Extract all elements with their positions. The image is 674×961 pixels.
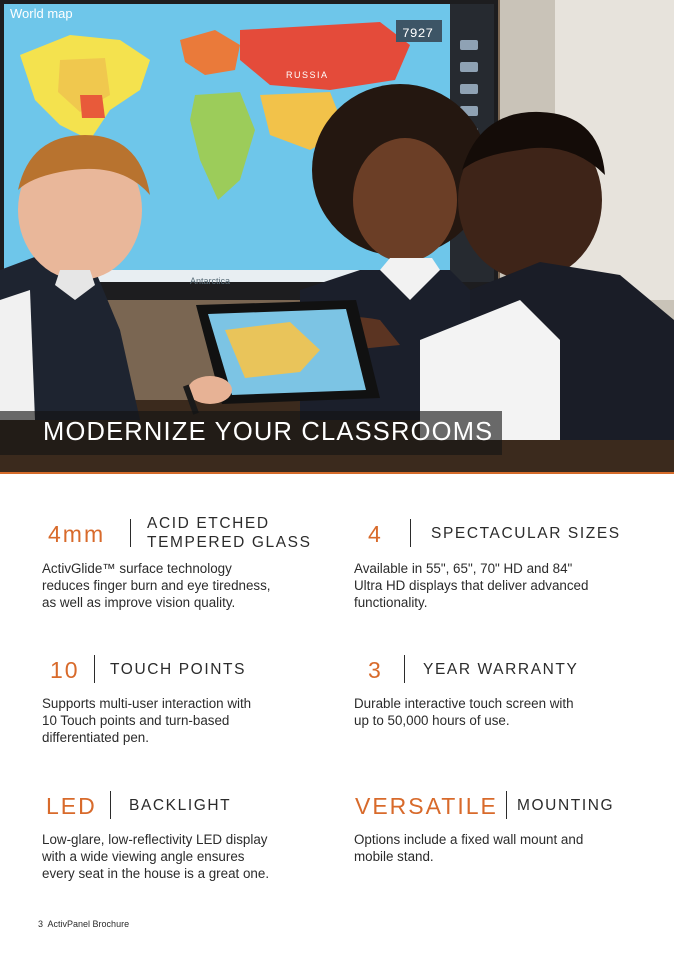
page-number: 3 (38, 919, 44, 929)
feature-description-line: functionality. (354, 595, 428, 610)
feature-description (354, 695, 574, 729)
feature-label-line: ACID ETCHED (147, 515, 270, 532)
feature-description-line: with a wide viewing angle ensures (42, 849, 245, 864)
feature-description-line: Durable interactive touch screen with (354, 696, 574, 711)
feature-number: 3 (368, 657, 383, 683)
feature-description-line: reduces finger burn and eye tiredness, (42, 578, 271, 593)
feature-divider (404, 655, 405, 683)
feature-sizes (354, 512, 654, 622)
feature-description-line: Available in 55", 65", 70" HD and 84" (354, 561, 573, 576)
screen-counter: 7927 (402, 26, 434, 41)
map-label-antarctica: Antarctica (190, 276, 231, 286)
hero-headline: MODERNIZE YOUR CLASSROOMS (43, 418, 494, 446)
feature-label-line: BACKLIGHT (129, 797, 232, 814)
feature-divider (130, 519, 131, 547)
feature-divider (506, 791, 507, 819)
page-footer (38, 919, 129, 929)
hero-caption (0, 411, 502, 455)
feature-divider (110, 791, 111, 819)
feature-number: VERSATILE (355, 793, 498, 819)
feature-description-line: Low-glare, low-reflectivity LED display (42, 832, 268, 847)
feature-glass (42, 512, 342, 622)
feature-description (42, 560, 271, 611)
hero-divider (0, 472, 674, 474)
feature-description-line: Supports multi-user interaction with (42, 696, 252, 711)
feature-description-line: 10 Touch points and turn-based (42, 713, 230, 728)
feature-touch-points (42, 650, 342, 760)
feature-description (354, 560, 588, 611)
feature-led (42, 786, 342, 896)
feature-description-line: as well as improve vision quality. (42, 595, 236, 610)
feature-description (42, 831, 269, 882)
feature-label-line: SPECTACULAR SIZES (431, 525, 621, 542)
feature-label-line: TOUCH POINTS (110, 661, 247, 678)
feature-mounting (354, 786, 654, 896)
feature-label-line: MOUNTING (517, 797, 615, 814)
feature-description-line: differentiated pen. (42, 730, 149, 745)
feature-description (354, 831, 583, 865)
feature-description-line: Options include a fixed wall mount and (354, 832, 584, 847)
feature-number: 4 (368, 521, 383, 547)
feature-warranty (354, 650, 654, 760)
feature-description-line: mobile stand. (354, 849, 434, 864)
feature-number: 4mm (48, 521, 106, 547)
hero-photo (0, 0, 674, 474)
feature-divider (94, 655, 95, 683)
feature-label-line: TEMPERED GLASS (147, 534, 312, 551)
map-label-russia: RUSSIA (286, 70, 329, 80)
feature-number: LED (46, 793, 97, 819)
feature-description (42, 695, 251, 746)
map-title: World map (10, 6, 73, 21)
classroom-illustration (0, 0, 674, 474)
feature-description-line: Ultra HD displays that deliver advanced (354, 578, 589, 593)
feature-description-line: up to 50,000 hours of use. (354, 713, 510, 728)
feature-number: 10 (50, 657, 80, 683)
feature-divider (410, 519, 411, 547)
feature-description-line: ActivGlide™ surface technology (42, 561, 232, 576)
feature-label-line: YEAR WARRANTY (423, 661, 579, 678)
feature-description-line: every seat in the house is a great one. (42, 866, 270, 881)
brochure-title: ActivPanel Brochure (47, 919, 130, 929)
